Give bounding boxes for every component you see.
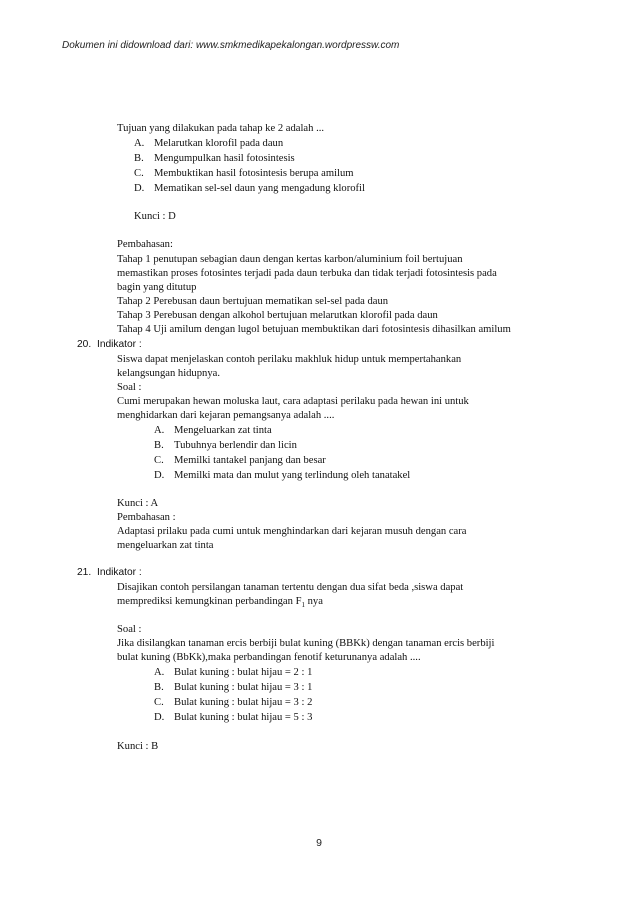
q20-discussion-line: mengeluarkan zat tinta: [117, 540, 214, 551]
q21-key: Kunci : B: [117, 741, 159, 752]
q19-discussion-label: Pembahasan:: [117, 239, 173, 250]
page-number: 9: [316, 837, 322, 849]
q21-option-d-text: Bulat kuning : bulat hijau = 5 : 3: [174, 712, 313, 723]
q20-question-line: menghidarkan dari kejaran pemangsanya adalah ....: [117, 410, 335, 421]
q21-indicator-suffix: nya: [304, 596, 323, 607]
q19-option-a-letter: A.: [134, 138, 145, 149]
q20-option-a-text: Mengeluarkan zat tinta: [174, 425, 272, 436]
q21-question-line: bulat kuning (BbKk),maka perbandingan fenotif keturunanya adalah ....: [117, 652, 421, 663]
q21-indicator-label: Indikator :: [97, 567, 142, 578]
q20-option-c-text: Memilki tantakel panjang dan besar: [174, 455, 326, 466]
q21-indicator-text: memprediksi kemungkinan perbandingan F: [117, 596, 302, 607]
q19-key: Kunci : D: [134, 211, 176, 222]
q20-indicator-line: kelangsungan hidupnya.: [117, 368, 220, 379]
q21-question-line: Jika disilangkan tanaman ercis berbiji bulat kuning (BBKk) dengan tanaman ercis berbiji: [117, 638, 495, 649]
q19-option-c-text: Membuktikan hasil fotosintesis berupa amilum: [154, 168, 354, 179]
q20-indicator-label: Indikator :: [97, 339, 142, 350]
q20-discussion-label: Pembahasan :: [117, 512, 176, 523]
q21-option-d-letter: D.: [154, 712, 165, 723]
q19-discussion-line: Tahap 1 penutupan sebagian daun dengan kertas karbon/aluminium foil bertujuan: [117, 254, 463, 265]
q21-option-a-text: Bulat kuning : bulat hijau = 2 : 1: [174, 667, 313, 678]
q19-option-b-letter: B.: [134, 153, 144, 164]
q21-option-c-text: Bulat kuning : bulat hijau = 3 : 2: [174, 697, 313, 708]
q19-option-a-text: Melarutkan klorofil pada daun: [154, 138, 284, 149]
q19-option-b-text: Mengumpulkan hasil fotosintesis: [154, 153, 295, 164]
q21-indicator-line: Disajikan contoh persilangan tanaman tertentu dengan dua sifat beda ,siswa dapat: [117, 582, 464, 593]
q20-question-line: Cumi merupakan hewan moluska laut, cara adaptasi perilaku pada hewan ini untuk: [117, 396, 469, 407]
q20-option-c-letter: C.: [154, 455, 164, 466]
q19-option-c-letter: C.: [134, 168, 144, 179]
q20-option-a-letter: A.: [154, 425, 165, 436]
q19-discussion-line: Tahap 2 Perebusan daun bertujuan mematikan sel-sel pada daun: [117, 296, 389, 307]
q20-option-b-letter: B.: [154, 440, 164, 451]
q20-option-b-text: Tubuhnya berlendir dan licin: [174, 440, 297, 451]
q19-discussion-line: bagin yang ditutup: [117, 282, 197, 293]
q20-indicator-line: Siswa dapat menjelaskan contoh perilaku makhluk hidup untuk mempertahankan: [117, 354, 462, 365]
q21-option-a-letter: A.: [154, 667, 165, 678]
q21-indicator-line-2: [117, 595, 323, 612]
q19-discussion-line: memastikan proses fotosintes terjadi pada daun terbuka dan tidak terjadi fotosintesis pada: [117, 268, 497, 279]
q20-key: Kunci : A: [117, 498, 159, 509]
q19-discussion-line: Tahap 3 Perebusan dengan alkohol bertujuan melarutkan klorofil pada daun: [117, 310, 438, 321]
q19-option-d-text: Mematikan sel-sel daun yang mengadung klorofil: [154, 183, 365, 194]
q19-question: Tujuan yang dilakukan pada tahap ke 2 adalah ...: [117, 123, 325, 134]
q20-discussion-line: Adaptasi prilaku pada cumi untuk menghindarkan dari kejaran musuh dengan cara: [117, 526, 467, 537]
q19-discussion-line: Tahap 4 Uji amilum dengan lugol betujuan membuktikan dari fotosintesis dihasilkan amilum: [117, 324, 511, 335]
page-header: Dokumen ini didownload dari: www.smkmedikapekalongan.wordpressw.com: [62, 40, 400, 51]
q21-soal-label: Soal :: [117, 624, 142, 635]
q21-number: 21.: [77, 567, 92, 578]
q21-option-b-text: Bulat kuning : bulat hijau = 3 : 1: [174, 682, 313, 693]
q21-option-b-letter: B.: [154, 682, 164, 693]
q20-option-d-letter: D.: [154, 470, 165, 481]
q21-option-c-letter: C.: [154, 697, 164, 708]
q20-number: 20.: [77, 339, 92, 350]
q20-option-d-text: Memilki mata dan mulut yang terlindung oleh tanatakel: [174, 470, 411, 481]
q19-option-d-letter: D.: [134, 183, 145, 194]
q20-soal-label: Soal :: [117, 382, 142, 393]
q21-indicator-subscript: 1: [301, 601, 305, 610]
